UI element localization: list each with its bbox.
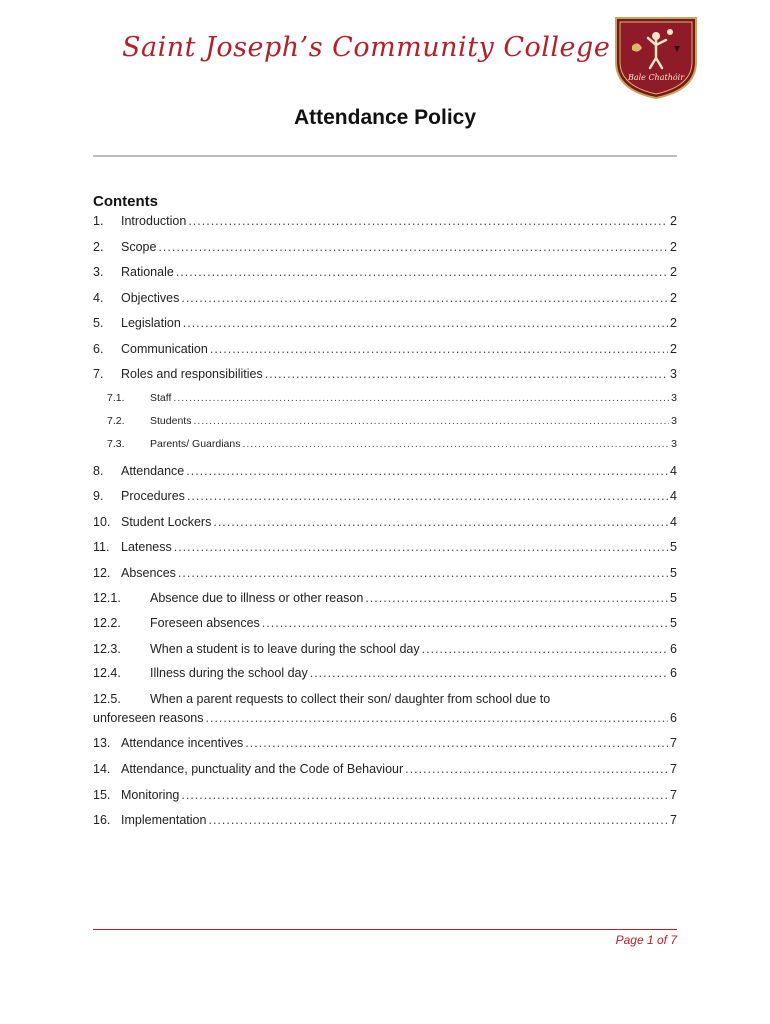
toc-dot-leader <box>174 540 668 554</box>
toc-entry-number: 6. <box>93 342 104 356</box>
toc-entry-page: 7 <box>670 813 677 827</box>
toc-dot-leader <box>365 591 668 605</box>
toc-entry-page: 2 <box>670 342 677 356</box>
crest-motto: Bale Chathóir <box>627 73 685 82</box>
toc-entry-page: 5 <box>670 591 677 605</box>
toc-entry-page: 2 <box>670 316 677 330</box>
toc-dot-leader <box>310 666 668 680</box>
toc-entry-page: 3 <box>670 367 677 381</box>
toc-dot-leader <box>183 316 668 330</box>
toc-entry-page: 6 <box>670 666 677 680</box>
toc-entry[interactable] <box>93 540 677 554</box>
toc-entry-label: Absence due to illness or other reason <box>150 591 364 605</box>
footer-divider <box>93 929 677 930</box>
toc-dot-leader <box>181 788 668 802</box>
toc-entry[interactable] <box>93 813 677 827</box>
toc-entry-label: Attendance <box>121 464 185 478</box>
toc-dot-leader <box>186 464 668 478</box>
toc-dot-leader <box>245 736 668 750</box>
toc-entry-page: 5 <box>670 566 677 580</box>
toc-dot-leader <box>213 515 668 529</box>
toc-entry-number: 12.1. <box>93 591 121 605</box>
toc-entry-number: 12.2. <box>93 616 121 630</box>
toc-dot-leader <box>158 240 668 254</box>
toc-entry-page: 2 <box>670 214 677 228</box>
toc-entry-number: 2. <box>93 240 104 254</box>
toc-dot-leader <box>206 711 669 725</box>
toc-entry-number: 7.3. <box>107 438 125 450</box>
toc-entry[interactable] <box>93 666 677 680</box>
toc-entry-page: 7 <box>670 788 677 802</box>
toc-entry-label: Monitoring <box>121 788 180 802</box>
toc-entry-page: 5 <box>670 540 677 554</box>
toc-entry-label: Roles and responsibilities <box>121 367 263 381</box>
toc-entry-page: 3 <box>671 415 677 427</box>
school-crest-logo <box>610 12 702 100</box>
document-title: Attendance Policy <box>293 106 477 129</box>
toc-dot-leader <box>405 762 668 776</box>
toc-entry[interactable] <box>93 762 677 776</box>
toc-entry-page: 2 <box>670 265 677 279</box>
toc-entry-page: 2 <box>670 291 677 305</box>
toc-entry-label: Absences <box>121 566 176 580</box>
toc-entry[interactable] <box>93 392 677 404</box>
toc-entry[interactable] <box>93 616 677 630</box>
page-number: Page 1 of 7 <box>615 933 677 947</box>
toc-entry[interactable] <box>93 788 677 802</box>
toc-entry-number: 10. <box>93 515 111 529</box>
toc-entry-number: 15. <box>93 788 111 802</box>
toc-dot-leader <box>208 813 668 827</box>
toc-entry-label-continued: unforeseen reasons <box>93 711 204 725</box>
toc-entry-page: 3 <box>671 392 677 404</box>
toc-entry-page: 4 <box>670 489 677 503</box>
toc-entry[interactable] <box>93 736 677 750</box>
toc-entry-number: 5. <box>93 316 104 330</box>
toc-entry[interactable] <box>93 415 677 427</box>
toc-entry-number: 1. <box>93 214 104 228</box>
toc-entry[interactable] <box>93 240 677 254</box>
toc-entry-label: When a student is to leave during the school day <box>150 642 420 656</box>
toc-entry-page: 5 <box>670 616 677 630</box>
toc-entry[interactable] <box>93 489 677 503</box>
toc-entry-page: 6 <box>670 642 677 656</box>
toc-entry-label: Parents/ Guardians <box>150 438 241 450</box>
toc-dot-leader <box>265 367 668 381</box>
toc-entry-number: 3. <box>93 265 104 279</box>
toc-entry-number: 14. <box>93 762 111 776</box>
school-name: Saint Joseph’s Community College <box>122 32 611 63</box>
toc-entry-number: 12.4. <box>93 666 121 680</box>
toc-entry[interactable] <box>93 214 677 228</box>
toc-entry-page: 7 <box>670 736 677 750</box>
toc-entry-label: Students <box>150 415 192 427</box>
toc-entry[interactable] <box>93 342 677 356</box>
toc-entry-number: 8. <box>93 464 104 478</box>
title-divider <box>93 155 677 157</box>
contents-heading: Contents <box>93 193 158 210</box>
toc-dot-leader <box>181 291 668 305</box>
toc-entry[interactable] <box>93 464 677 478</box>
toc-entry[interactable] <box>93 438 677 450</box>
toc-entry-label: Procedures <box>121 489 185 503</box>
toc-dot-leader <box>262 616 668 630</box>
toc-entry-label: Staff <box>150 392 172 404</box>
toc-dot-leader <box>187 489 668 503</box>
toc-entry-page: 4 <box>670 515 677 529</box>
toc-entry-number: 4. <box>93 291 104 305</box>
toc-entry-label: Objectives <box>121 291 180 305</box>
toc-entry[interactable] <box>93 642 677 656</box>
toc-entry[interactable] <box>93 591 677 605</box>
toc-entry-number: 7.2. <box>107 415 125 427</box>
toc-entry-label: Introduction <box>121 214 187 228</box>
toc-entry[interactable] <box>93 291 677 305</box>
toc-dot-leader <box>188 214 668 228</box>
toc-entry-page: 3 <box>671 438 677 450</box>
toc-dot-leader <box>242 438 669 450</box>
toc-dot-leader <box>178 566 668 580</box>
toc-entry-number: 9. <box>93 489 104 503</box>
toc-entry-page: 4 <box>670 464 677 478</box>
toc-entry[interactable] <box>93 265 677 279</box>
toc-entry-label: Attendance, punctuality and the Code of Behaviour <box>121 762 404 776</box>
toc-entry-number: 11. <box>93 540 110 554</box>
toc-entry-label: When a parent requests to collect their son/ daughter from school due to <box>150 692 551 706</box>
toc-entry-number: 16. <box>93 813 111 827</box>
toc-dot-leader <box>210 342 668 356</box>
toc-entry-label: Lateness <box>121 540 172 554</box>
toc-entry-label: Student Lockers <box>121 515 212 529</box>
toc-entry-label: Legislation <box>121 316 181 330</box>
toc-entry[interactable] <box>93 515 677 529</box>
toc-entry-number: 13. <box>93 736 111 750</box>
toc-entry-label: Rationale <box>121 265 174 279</box>
toc-entry-label: Attendance incentives <box>121 736 244 750</box>
toc-entry-number: 7. <box>93 367 104 381</box>
toc-entry[interactable] <box>93 316 677 330</box>
toc-entry-page: 7 <box>670 762 677 776</box>
toc-entry-label: Scope <box>121 240 157 254</box>
toc-entry-number: 12.5. <box>93 692 121 706</box>
toc-entry-number: 7.1. <box>107 392 125 404</box>
toc-entry-label: Illness during the school day <box>150 666 308 680</box>
toc-dot-leader <box>173 392 669 404</box>
toc-entry-page: 6 <box>670 711 677 725</box>
toc-entry[interactable] <box>93 692 677 732</box>
toc-entry-number: 12. <box>93 566 111 580</box>
toc-entry-number: 12.3. <box>93 642 121 656</box>
toc-dot-leader <box>193 415 669 427</box>
toc-entry-label: Communication <box>121 342 208 356</box>
toc-entry-label: Implementation <box>121 813 207 827</box>
toc-entry[interactable] <box>93 367 677 381</box>
toc-dot-leader <box>176 265 668 279</box>
toc-entry-label: Foreseen absences <box>150 616 260 630</box>
toc-dot-leader <box>422 642 668 656</box>
toc-entry-page: 2 <box>670 240 677 254</box>
toc-entry[interactable] <box>93 566 677 580</box>
